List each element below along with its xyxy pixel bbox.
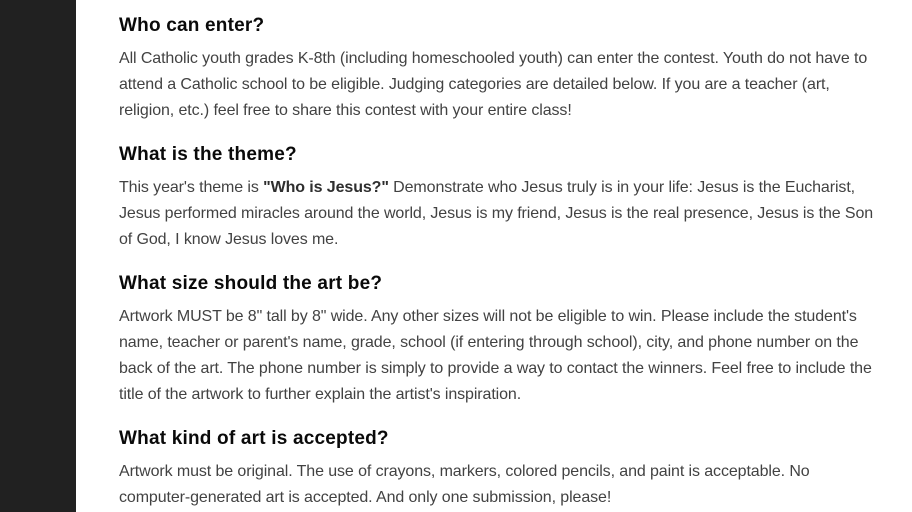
- section-body-who-can-enter: All Catholic youth grades K-8th (including homeschooled youth) can enter the contest. Youth do not have to attend a Catholic school to be eligible. Judging categories are detailed below. If you are a teacher (art, religion, etc.) feel free to share this contest with your entire class!: [119, 50, 868, 119]
- section-heading-art-size: What size should the art be?: [119, 273, 383, 294]
- faq-content: [119, 0, 885, 512]
- section-body-theme: [119, 175, 885, 253]
- faq-section-who-can-enter: [119, 13, 885, 124]
- theme-title-bold: "Who is Jesus?": [263, 179, 389, 196]
- left-sidebar: [0, 0, 76, 512]
- section-body-art-accepted: Artwork must be original. The use of crayons, markers, colored pencils, and paint is acceptable. No computer-generated art is accepted. And only one submission, please!: [119, 463, 810, 506]
- section-heading-who-can-enter: Who can enter?: [119, 15, 265, 36]
- faq-section-theme: [119, 142, 885, 253]
- section-heading-theme: What is the theme?: [119, 144, 297, 165]
- section-body-art-size: Artwork MUST be 8" tall by 8" wide. Any other sizes will not be eligible to win. Please include the student's name, teacher or parent's name, grade, school (if entering through school), city, and phone number on the back of the art. The phone number is simply to provide a way to contact the winners. Feel free to include the title of the artwork to further explain the artist's inspiration.: [119, 308, 872, 403]
- faq-section-art-accepted: [119, 426, 885, 511]
- section-heading-art-accepted: What kind of art is accepted?: [119, 428, 389, 449]
- theme-body-suffix: Demonstrate who Jesus truly is in your life: Jesus is the Eucharist, Jesus performed miracles around the world, Jesus is my friend, Jesus is the real presence, Jesus is the Son of God, I know Jesus loves me.: [119, 179, 874, 248]
- faq-section-art-size: [119, 271, 885, 408]
- theme-body-prefix: This year's theme is: [119, 179, 264, 196]
